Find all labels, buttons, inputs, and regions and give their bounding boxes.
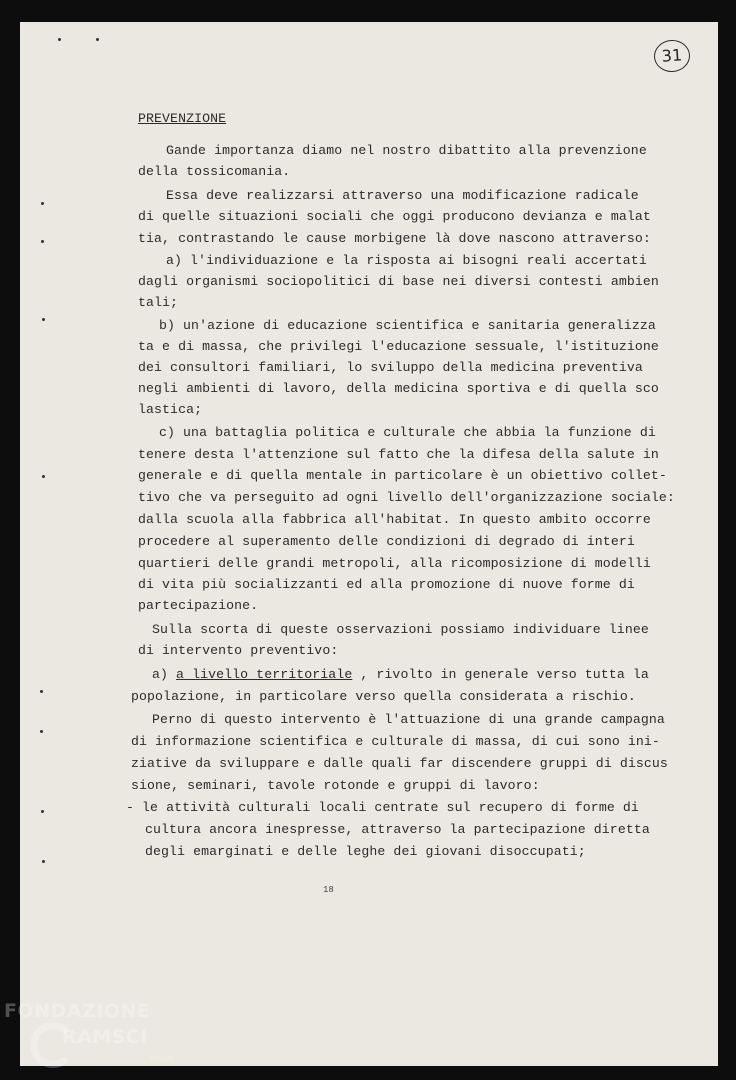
margin-mark [41, 810, 44, 813]
text-line: della tossicomania. [138, 164, 291, 179]
text-line: cultura ancora inespresse, attraverso la partecipazione diretta [145, 822, 650, 837]
archive-watermark [4, 998, 184, 1078]
text-line: lastica; [138, 402, 203, 417]
margin-mark [40, 730, 43, 733]
text-line: procedere al superamento delle condizioni di degrado di interi [138, 534, 635, 549]
text-line: popolazione, in particolare verso quella considerata a rischio. [131, 689, 636, 704]
margin-mark [42, 475, 45, 478]
text-line: a) l'individuazione e la risposta ai bisogni reali accertati [166, 253, 647, 268]
text-line: di intervento preventivo: [138, 643, 339, 658]
page-number: 31 [653, 39, 691, 73]
text-line: Essa deve realizzarsi attraverso una modificazione radicale [166, 188, 639, 203]
watermark-text: onlus [150, 1054, 175, 1064]
margin-mark [40, 690, 43, 693]
text-line: di vita più socializzanti ed alla promozione di nuove forme di [138, 577, 635, 592]
underlined-heading: a livello territoriale [176, 667, 353, 682]
text-line: tenere desta l'attenzione sul fatto che la difesa della salute in [138, 447, 659, 462]
text-line: negli ambienti di lavoro, della medicina sportiva e di quella sco [138, 381, 659, 396]
text-line: dagli organismi sociopolitici di base nei diversi contesti ambien [138, 274, 659, 289]
text-line: quartieri delle grandi metropoli, alla ricomposizione di modelli [138, 556, 651, 571]
margin-mark [58, 38, 61, 41]
text-line: partecipazione. [138, 598, 259, 613]
text-line: dalla scuola alla fabbrica all'habitat. In questo ambito occorre [138, 512, 651, 527]
margin-mark [41, 240, 44, 243]
text-line: tia, contrastando le cause morbigene là dove nascono attraverso: [138, 231, 651, 246]
text-line: dei consultori familiari, lo sviluppo della medicina preventiva [138, 360, 643, 375]
text-line: c) una battaglia politica e culturale che abbia la funzione di [159, 425, 656, 440]
margin-mark [96, 38, 99, 41]
margin-mark [42, 318, 45, 321]
text-line: Gande importanza diamo nel nostro dibattito alla prevenzione [166, 143, 647, 158]
text-line: - le attività culturali locali centrate sul recupero di forme di [126, 800, 639, 815]
watermark-text: RAMSCI [62, 1026, 148, 1048]
text-line: ta e di massa, che privilegi l'educazione sessuale, l'istituzione [138, 339, 659, 354]
text-line: tali; [138, 295, 179, 310]
margin-mark [42, 860, 45, 863]
text-line [152, 667, 649, 683]
text-line: Perno di questo intervento è l'attuazione di una grande campagna [152, 712, 665, 727]
text-line: di quelle situazioni sociali che oggi producono devianza e malat [138, 209, 651, 224]
text-line: degli emarginati e delle leghe dei giovani disoccupati; [145, 844, 586, 859]
watermark-text: FONDAZIONE [4, 1000, 151, 1022]
text-line: b) un'azione di educazione scientifica e sanitaria generalizza [159, 318, 656, 333]
footer-page-number: 18 [323, 885, 334, 895]
section-title: PREVENZIONE [138, 111, 227, 126]
text-line: generale e di quella mentale in particolare è un obiettivo collet- [138, 468, 667, 483]
text-line: Sulla scorta di queste osservazioni possiamo individuare linee [152, 622, 649, 637]
text-line: di informazione scientifica e culturale di massa, di cui sono ini- [131, 734, 660, 749]
text-line: tivo che va perseguito ad ogni livello dell'organizzazione sociale: [138, 490, 675, 505]
text-line: sione, seminari, tavole rotonde e gruppi di lavoro: [131, 778, 540, 793]
margin-mark [41, 202, 44, 205]
text-fragment: , rivolto in generale verso tutta la [352, 667, 649, 682]
list-marker: a) [152, 667, 177, 682]
text-line: ziative da sviluppare e dalle quali far discendere gruppi di discus [131, 756, 668, 771]
